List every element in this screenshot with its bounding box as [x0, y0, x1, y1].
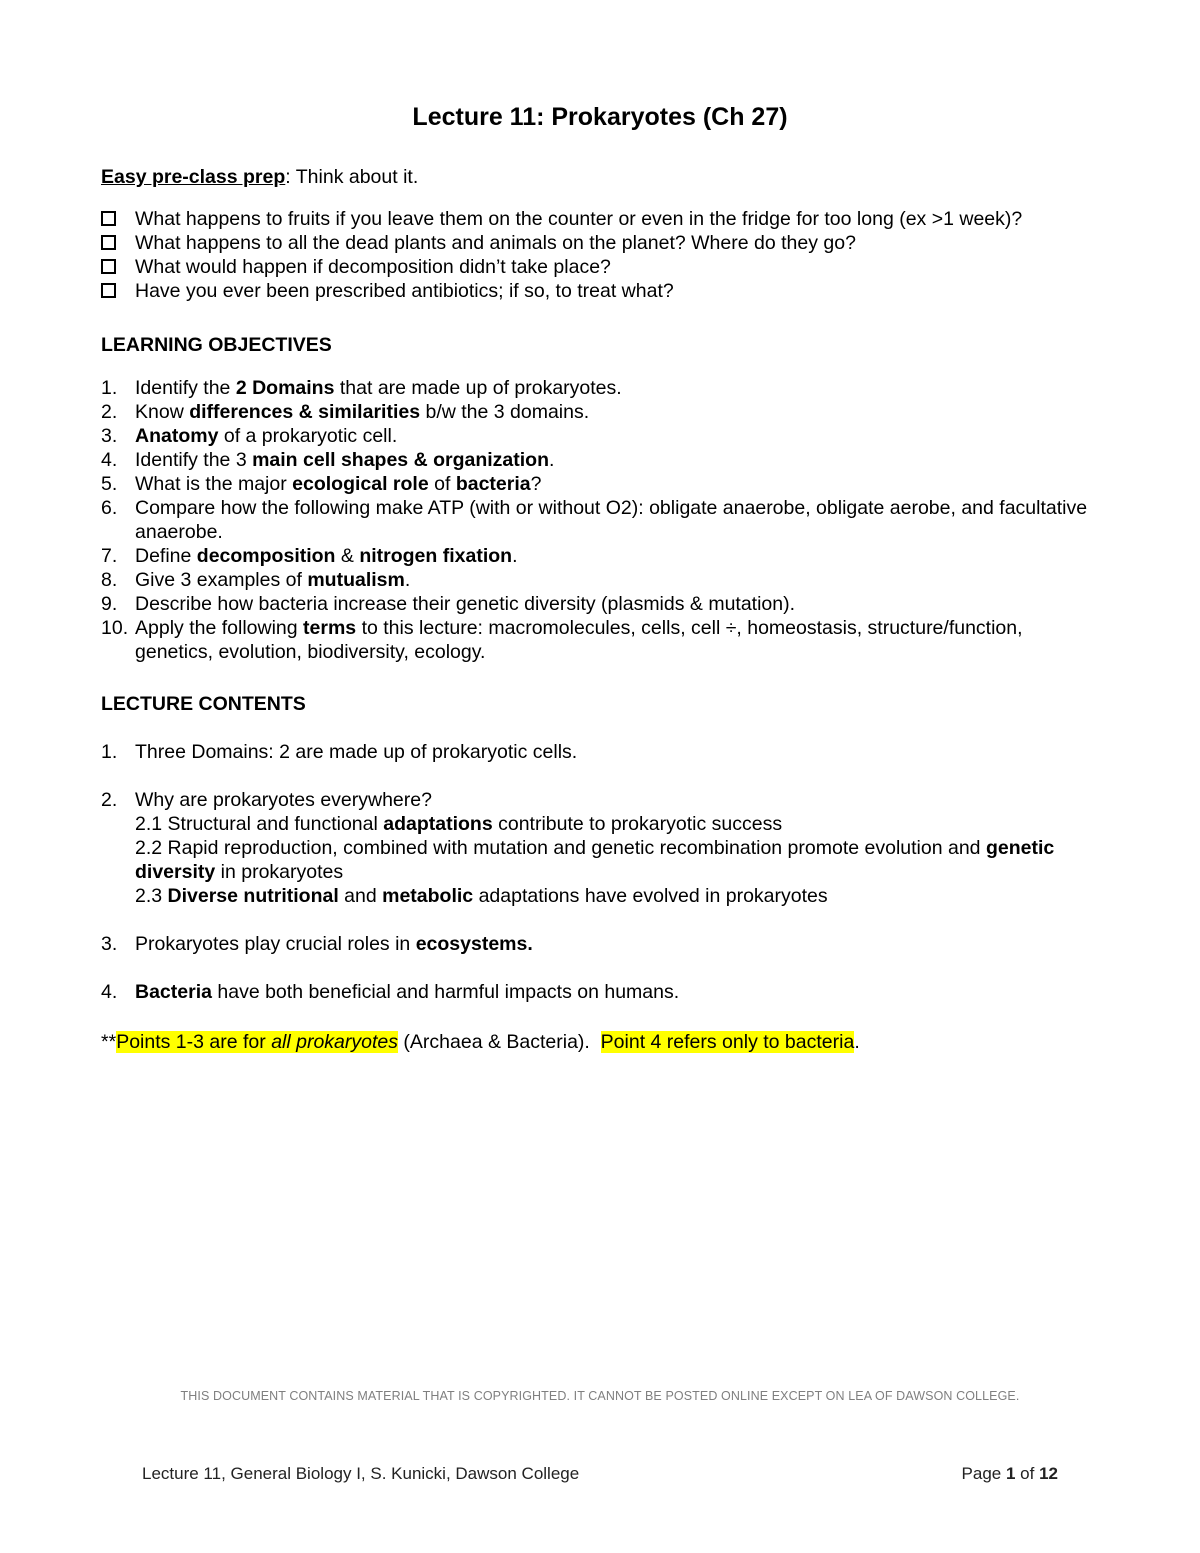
footer-citation: Lecture 11, General Biology I, S. Kunicki, Dawson College	[142, 1464, 580, 1483]
list-item	[101, 592, 1101, 616]
checklist-item	[101, 231, 1022, 255]
list-item	[101, 568, 1101, 592]
copyright-notice: THIS DOCUMENT CONTAINS MATERIAL THAT IS COPYRIGHTED. IT CANNOT BE POSTED ONLINE EXCEPT ON LEA OF DAWSON COLLEGE.	[180, 1389, 1020, 1403]
list-item	[101, 740, 1101, 764]
spacer	[101, 908, 1101, 932]
list-number: 2.	[101, 789, 118, 811]
subitem: 2.3 Diverse nutritional and metabolic adaptations have evolved in prokaryotes	[135, 885, 828, 907]
list-item-text: Give 3 examples of mutualism.	[135, 569, 411, 591]
list-item-text: Identify the 3 main cell shapes & organization.	[135, 449, 555, 471]
list-number: 1.	[101, 741, 118, 763]
prep-line	[101, 165, 418, 189]
prep-checklist	[101, 207, 1022, 303]
highlighted-text: Point 4 refers only to bacteria	[600, 1031, 855, 1053]
contents-list	[101, 740, 1101, 1004]
page-title: Lecture 11: Prokaryotes (Ch 27)	[412, 103, 788, 131]
checkbox-icon	[101, 259, 116, 274]
list-item	[101, 424, 1101, 448]
list-item-text: Describe how bacteria increase their genetic diversity (plasmids & mutation).	[135, 593, 796, 615]
list-number: 1.	[101, 377, 118, 399]
checklist-item	[101, 279, 1022, 303]
list-item	[101, 376, 1101, 400]
list-number: 6.	[101, 497, 118, 519]
list-number: 10.	[101, 617, 129, 639]
prep-text: : Think about it.	[285, 166, 419, 188]
checklist-item-text: What happens to all the dead plants and animals on the planet? Where do they go?	[135, 232, 856, 254]
list-item	[101, 472, 1101, 496]
highlight-note: **Points 1-3 are for all prokaryotes (Archaea & Bacteria). Point 4 refers only to bacteria.	[101, 1031, 860, 1053]
list-item-text: Compare how the following make ATP (with or without O2): obligate anaerobe, obligate aerobe, and facultative anaerobe.	[135, 497, 1088, 543]
spacer	[101, 764, 1101, 788]
spacer	[101, 956, 1101, 980]
list-item-text: Prokaryotes play crucial roles in ecosystems.	[135, 933, 533, 955]
list-item-text	[135, 788, 1101, 908]
list-item-text: Identify the 2 Domains that are made up of prokaryotes.	[135, 377, 622, 399]
list-number: 9.	[101, 593, 118, 615]
list-item	[101, 932, 1101, 956]
checklist-item	[101, 207, 1022, 231]
list-number: 3.	[101, 425, 118, 447]
list-number: 8.	[101, 569, 118, 591]
checklist-item-text: Have you ever been prescribed antibiotics; if so, to treat what?	[135, 280, 674, 302]
list-item	[101, 616, 1101, 664]
checklist-item	[101, 255, 1022, 279]
list-item	[101, 448, 1101, 472]
list-item-text: What is the major ecological role of bacteria?	[135, 473, 542, 495]
subitem: 2.1 Structural and functional adaptations contribute to prokaryotic success	[135, 813, 783, 835]
list-number: 3.	[101, 933, 118, 955]
objectives-heading: LEARNING OBJECTIVES	[101, 334, 332, 356]
list-item-text: Three Domains: 2 are made up of prokaryotic cells.	[135, 741, 578, 763]
checkbox-icon	[101, 211, 116, 226]
subitem: 2.2 Rapid reproduction, combined with mutation and genetic recombination promote evolution and genetic diversity in prokaryotes	[135, 837, 1055, 883]
list-item	[101, 496, 1101, 544]
list-number: 4.	[101, 981, 118, 1003]
list-item-text: Bacteria have both beneficial and harmful impacts on humans.	[135, 981, 680, 1003]
list-item-heading: Why are prokaryotes everywhere?	[135, 789, 432, 811]
checkbox-icon	[101, 235, 116, 250]
highlighted-text: Points 1-3 are for all prokaryotes	[116, 1031, 398, 1053]
list-item	[101, 788, 1101, 908]
list-item-text: Define decomposition & nitrogen fixation.	[135, 545, 518, 567]
list-item-text: Know differences & similarities b/w the 3 domains.	[135, 401, 590, 423]
list-number: 7.	[101, 545, 118, 567]
objectives-list	[101, 376, 1101, 664]
contents-heading: LECTURE CONTENTS	[101, 693, 306, 715]
list-item	[101, 544, 1101, 568]
list-item	[101, 980, 1101, 1004]
list-number: 4.	[101, 449, 118, 471]
checkbox-icon	[101, 283, 116, 298]
list-item	[101, 400, 1101, 424]
page-number: Page 1 of 12	[961, 1464, 1058, 1483]
list-item-text: Anatomy of a prokaryotic cell.	[135, 425, 398, 447]
list-number: 2.	[101, 401, 118, 423]
prep-heading: Easy pre-class prep	[101, 166, 286, 188]
list-item-text: Apply the following terms to this lecture: macromolecules, cells, cell ÷, homeostasis, structure/function, genetics, evolution, biodiversity, ecology.	[135, 617, 1023, 663]
checklist-item-text: What happens to fruits if you leave them on the counter or even in the fridge for too long (ex >1 week)?	[135, 208, 1023, 230]
list-number: 5.	[101, 473, 118, 495]
checklist-item-text: What would happen if decomposition didn’t take place?	[135, 256, 611, 278]
